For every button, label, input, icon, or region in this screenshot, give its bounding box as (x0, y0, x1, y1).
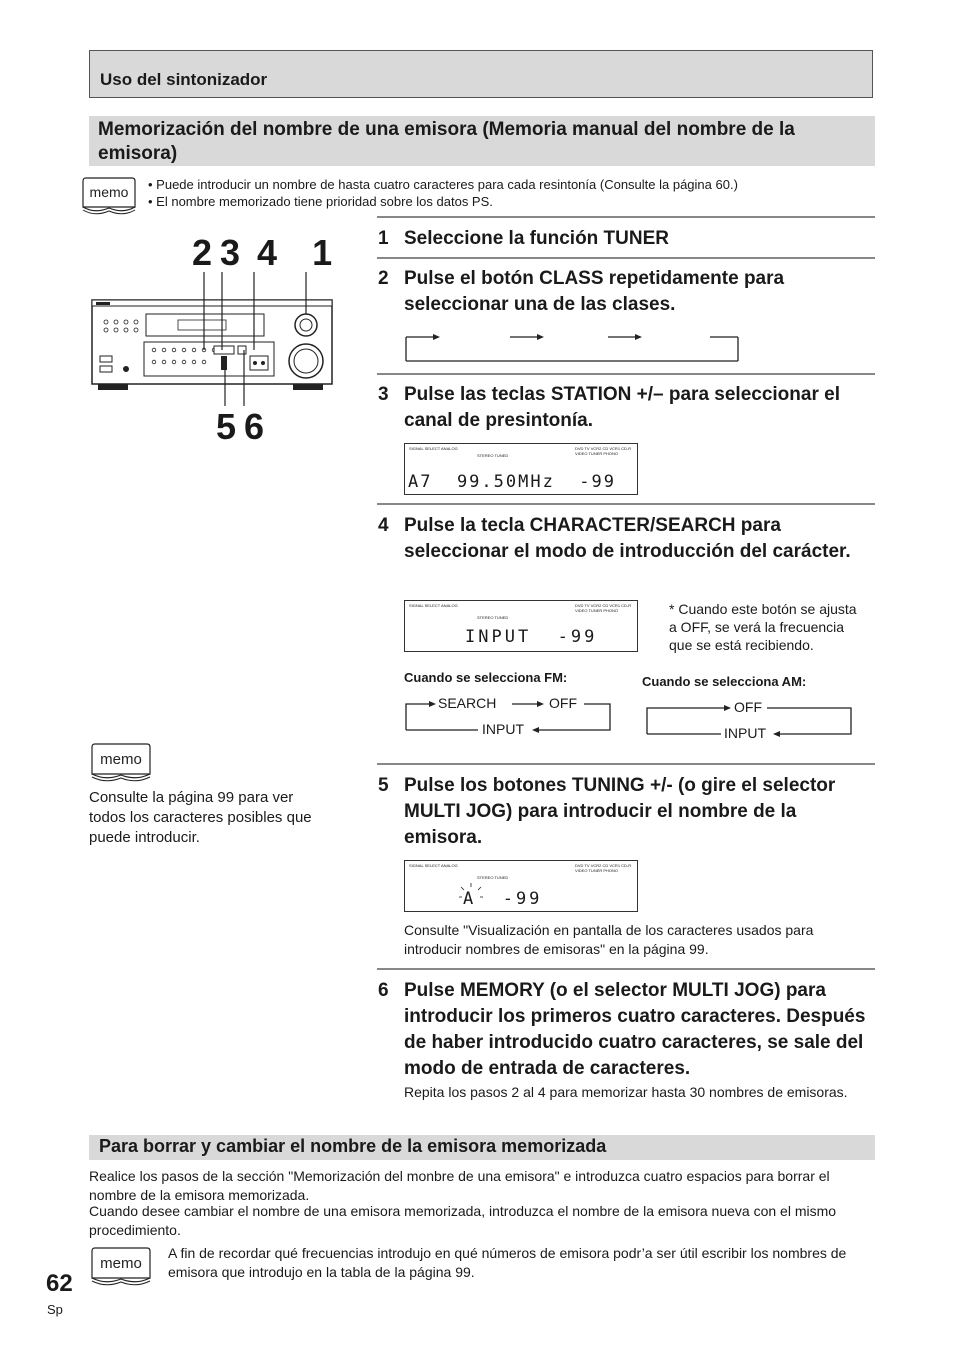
memo-icon (89, 743, 147, 781)
language-code: Sp (47, 1302, 63, 1317)
am-mode-cycle (643, 698, 855, 742)
lcd-status: STEREO TUNED (477, 453, 509, 458)
am-off-label: OFF (734, 699, 762, 715)
fm-search-label: SEARCH (438, 695, 497, 711)
memo-icon (80, 177, 138, 215)
step-divider (377, 216, 875, 218)
step-number: 4 (378, 515, 389, 536)
receiver-diagram (88, 228, 348, 448)
step-number: 3 (378, 384, 389, 405)
diagram-bottom-numbers: 5 6 (216, 406, 264, 447)
am-label: Cuando se selecciona AM: (642, 674, 807, 689)
step-divider (377, 257, 875, 259)
step-divider (377, 763, 875, 765)
lcd-display-station (404, 443, 638, 495)
lcd-inputs: DVD TV VCR2 CD VCR1 CD-R VIDEO TUNER PHONO (575, 603, 632, 613)
lcd-display-input (404, 600, 638, 652)
fm-input-label: INPUT (482, 721, 524, 737)
section-header-bar (89, 50, 873, 98)
step-text: Pulse MEMORY (o el selector MULTI JOG) para introducir los primeros cuatro caracteres. Después de haber introducido cuatro caracteres, se sale del modo de entrada de caracteres. (404, 980, 866, 1079)
am-input-label: INPUT (724, 725, 766, 741)
lcd-display-name (404, 860, 638, 912)
bottom-memo-text: A fin de recordar qué frecuencias introdujo en qué números de emisora podr’a ser útil escribir los nombres de emisora que introdujo en la tabla de la página 99. (168, 1245, 847, 1280)
step-divider (377, 503, 875, 505)
top-memo-bullets (148, 176, 868, 210)
left-memo-text: Consulte la página 99 para ver todos los caracteres posibles que puede introducir. (89, 789, 312, 846)
sub-heading-bar (89, 1135, 875, 1160)
svg-text:memo: memo (100, 1255, 142, 1272)
step-number: 6 (378, 980, 389, 1001)
step-number: 1 (378, 228, 389, 249)
section-title: Uso del sintonizador (100, 70, 268, 89)
step-divider (377, 968, 875, 970)
sub-heading: Para borrar y cambiar el nombre de la emisora memorizada (99, 1136, 607, 1156)
lcd-signal: SIGNAL SELECT ANALOG (409, 863, 458, 868)
step-text: Pulse las teclas STATION +/– para seleccionar el canal de presintonía. (404, 384, 840, 431)
step-number: 2 (378, 268, 389, 289)
step-text: Pulse los botones TUNING +/- (o gire el selector MULTI JOG) para introducir el nombre de la emisora. (404, 775, 836, 848)
body-paragraph: Realice los pasos de la sección "Memorización del monbre de una emisora" e introduzca cuatro espacios para borrar el nombre de la emisora memorizada. (89, 1168, 830, 1203)
step-text: Pulse el botón CLASS repetidamente para seleccionar una de las clases. (404, 268, 785, 315)
lcd-main-text: A7 99.50MHz -99 (408, 472, 616, 492)
lcd-inputs: DVD TV VCR2 CD VCR1 CD-R VIDEO TUNER PHONO (575, 446, 632, 456)
fm-mode-cycle (402, 694, 614, 738)
lcd-status: STEREO TUNED (477, 875, 509, 880)
step6-note: Repita los pasos 2 al 4 para memorizar hasta 30 nombres de emisoras. (404, 1084, 848, 1100)
page-number: 62 (46, 1270, 73, 1297)
memo-icon (89, 1247, 147, 1285)
main-heading-bar (89, 116, 875, 166)
lcd-main-text: A -99 (463, 889, 543, 909)
lcd-signal: SIGNAL SELECT ANALOG (409, 446, 458, 451)
step5-note: Consulte "Visualización en pantalla de los caracteres usados para introducir nombres de emisoras" en la página 99. (404, 922, 814, 957)
lcd-signal: SIGNAL SELECT ANALOG (409, 603, 458, 608)
step4-note: * Cuando este botón se ajusta a OFF, se verá la frecuencia que se está recibiendo. (669, 601, 857, 653)
fm-label: Cuando se selecciona FM: (404, 670, 568, 685)
fm-off-label: OFF (549, 695, 577, 711)
step-divider (377, 373, 875, 375)
step-text: Pulse la tecla CHARACTER/SEARCH para seleccionar el modo de introducción del carácter. (404, 515, 851, 562)
lcd-main-text: INPUT -99 (465, 627, 598, 647)
main-heading: Memorización del nombre de una emisora (Memoria manual del nombre de la emisora) (98, 119, 795, 164)
lcd-status: STEREO TUNED (477, 615, 509, 620)
body-paragraph: Cuando desee cambiar el nombre de una emisora memorizada, introduzca el nombre de la emisora nueva con el mismo procedimiento. (89, 1203, 837, 1238)
diagram-top-numbers: 2 3 4 1 (192, 232, 332, 273)
receiver-illustration (88, 228, 348, 448)
class-cycle-diagram (402, 328, 742, 364)
step-number: 5 (378, 775, 389, 796)
svg-text:memo: memo (100, 751, 142, 768)
step-text: Seleccione la función TUNER (404, 228, 669, 249)
lcd-inputs: DVD TV VCR2 CD VCR1 CD-R VIDEO TUNER PHONO (575, 863, 632, 873)
svg-text:memo: memo (89, 184, 129, 200)
memo-bullet: • Puede introducir un nombre de hasta cuatro caracteres para cada resintonía (Consulte la página 60.) (148, 177, 738, 192)
memo-bullet: • El nombre memorizado tiene prioridad sobre los datos PS. (148, 194, 493, 209)
